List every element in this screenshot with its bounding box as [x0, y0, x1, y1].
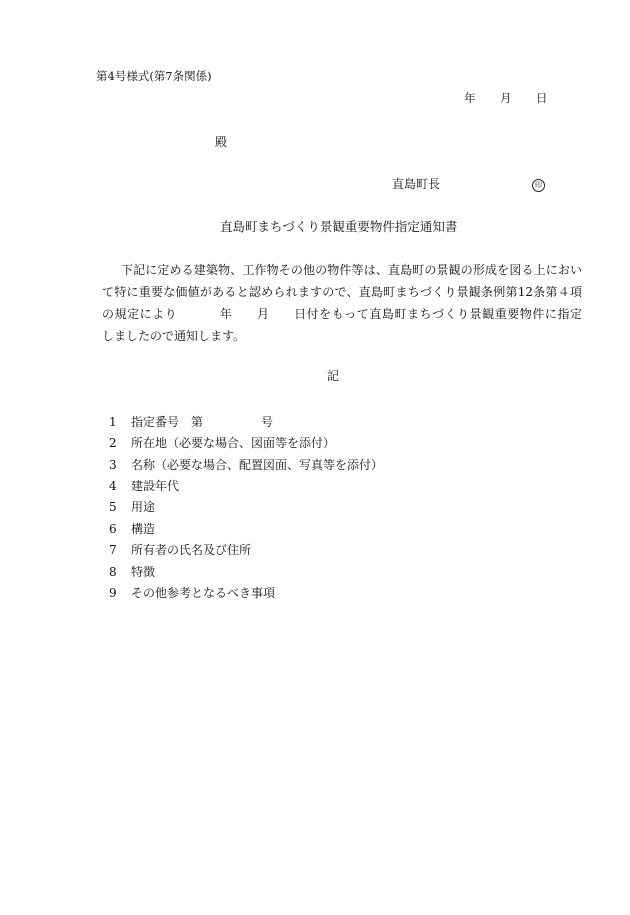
- list-item: 4 建設年代: [109, 479, 180, 493]
- list-item: 7 所有者の氏名及び住所: [109, 543, 252, 557]
- body-line-4: しましたので通知します。: [102, 329, 246, 343]
- body-paragraph: [102, 259, 582, 347]
- body-line-3-month: 月: [256, 307, 270, 321]
- date-month: 月: [500, 91, 512, 105]
- list-item: 8 特徴: [109, 565, 156, 579]
- date-day: 日: [536, 91, 548, 105]
- body-line-1: 下記に定める建築物、工作物その他の物件等は、直島町の景観の形成を図る上におい: [121, 263, 582, 277]
- issuer-name: 直島町長: [392, 177, 441, 191]
- list-item: 9 その他参考となるべき事項: [109, 586, 276, 600]
- body-line-3-year: 年: [219, 307, 233, 321]
- list-item: 6 構造: [109, 522, 156, 536]
- addressee-suffix: 殿: [215, 135, 228, 149]
- ki-heading: 記: [327, 369, 340, 383]
- seal-mark: [532, 178, 545, 192]
- list-item: 2 所在地（必要な場合、図面等を添付）: [109, 436, 336, 450]
- date-year: 年: [464, 91, 476, 105]
- list-item: 5 用途: [109, 500, 156, 514]
- body-line-3-d: 日付をもって直島町まちづくり景観重要物件に指定: [293, 307, 582, 321]
- form-label: 第4号様式(第7条関係): [96, 69, 212, 83]
- list-item: 1 指定番号 第 号: [109, 415, 274, 429]
- seal-icon: 印: [532, 179, 545, 192]
- document-title: 直島町まちづくり景観重要物件指定通知書: [220, 219, 458, 234]
- body-line-3: [102, 303, 582, 325]
- body-line-3-a: の規定により: [102, 307, 178, 321]
- body-line-2: て特に重要な価値があると認められますので、直島町まちづくり景観条例第12条第４項: [102, 285, 582, 299]
- list-item: 3 名称（必要な場合、配置図面、写真等を添付）: [109, 458, 384, 472]
